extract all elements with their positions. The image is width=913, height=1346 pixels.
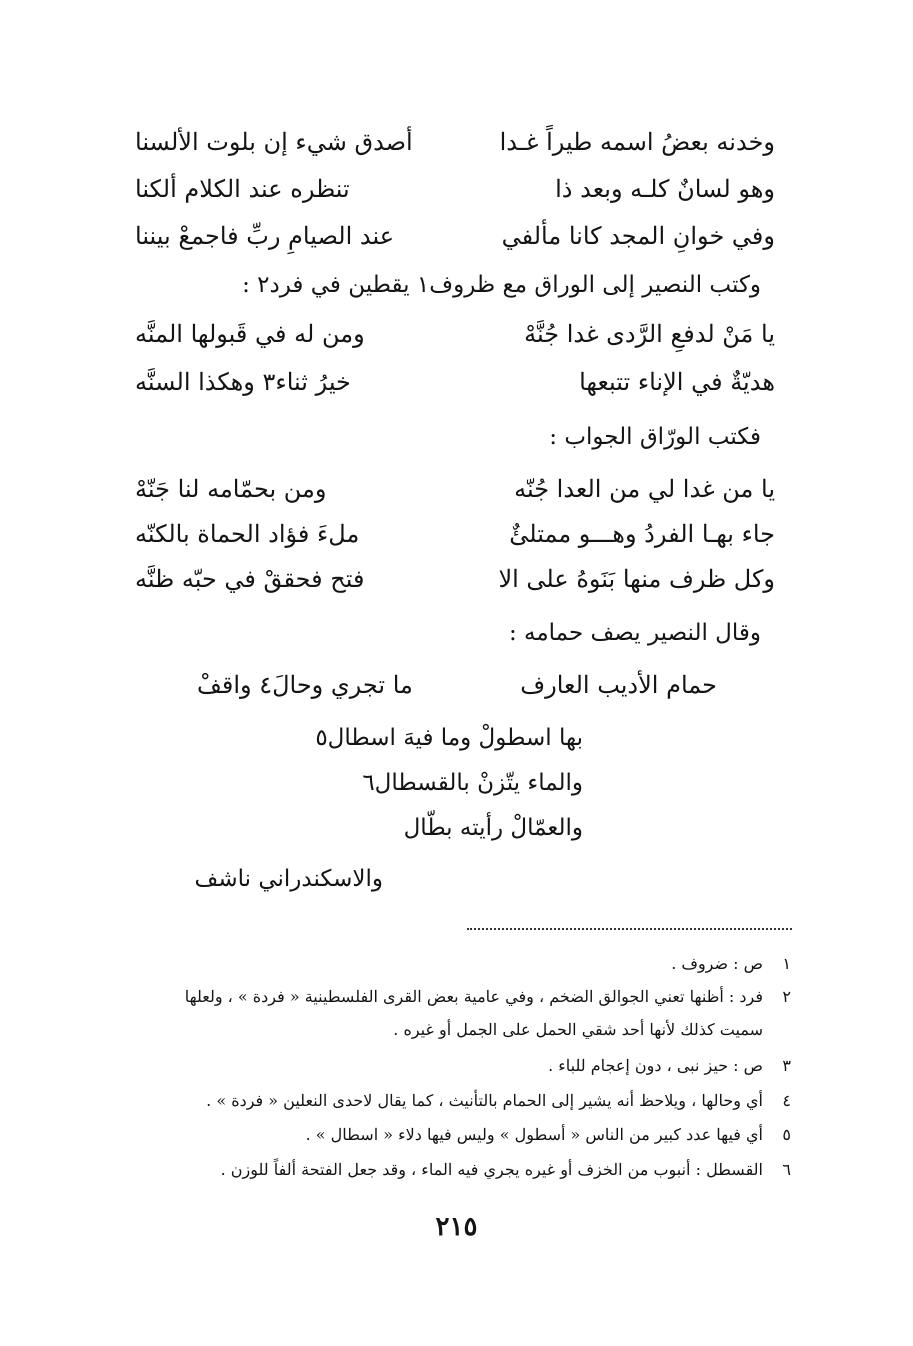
hemistich-left: تنظره عند الكلام ألكنا bbox=[135, 175, 350, 203]
hemistich-left: أصدق شيء إن بلوت الألسنا bbox=[135, 128, 413, 156]
hemistich-right: يا مَنْ لدفعِ الرَّدى غدا جُنَّهْ bbox=[524, 320, 775, 348]
hemistich-right: جاء بهـا الفردُ وهـــو ممتلئٌ bbox=[509, 520, 775, 548]
footnote-2-continued bbox=[393, 1022, 791, 1038]
footnote-4 bbox=[206, 1093, 791, 1109]
poem4-verse-1 bbox=[197, 673, 717, 697]
footnote-number: ١ bbox=[782, 954, 791, 973]
footnote-number: ٤ bbox=[782, 1091, 791, 1110]
poem3-verse-1 bbox=[135, 477, 775, 501]
footnote-6 bbox=[221, 1162, 791, 1178]
hemistich-left: ومن بحمّامه لنا جَنّهْ bbox=[135, 475, 327, 503]
hemistich-right: وهو لسانٌ كلـه وبعد ذا bbox=[555, 175, 775, 203]
hemistich-left: ومن له في قَبولها المنَّه bbox=[135, 320, 365, 348]
footnote-3 bbox=[548, 1058, 791, 1074]
poem1-verse-3 bbox=[135, 224, 775, 248]
footnote-number: ٦ bbox=[782, 1160, 791, 1179]
hemistich-left: خيرُ ثناء٣ وهكذا السنَّه bbox=[135, 368, 351, 396]
footnote-text: ص : حيز نبى ، دون إعجام للباء . bbox=[548, 1056, 763, 1075]
intro-nasir-bath: وقال النصير يصف حمامه : bbox=[508, 620, 761, 646]
poem3-verse-3 bbox=[135, 567, 775, 591]
footnote-separator bbox=[467, 928, 792, 930]
footnote-text: سميت كذلك لأنها أحد شقي الحمل على الجمل أو غيره . bbox=[393, 1020, 763, 1039]
hemistich-left: عند الصيامِ ربِّ فاجمعْ بيننا bbox=[135, 222, 395, 250]
footnote-number: ٣ bbox=[782, 1056, 791, 1075]
footnote-number: ٢ bbox=[782, 987, 791, 1006]
hemistich-right: وفي خوانِ المجد كانا مألفي bbox=[501, 222, 775, 250]
footnote-2 bbox=[185, 989, 791, 1005]
hemistich-left: ملءَ فؤاد الحماة بالكنّه bbox=[135, 520, 360, 548]
hemistich-right: وخدنه بعضُ اسمه طيراً غـدا bbox=[499, 128, 775, 156]
hemistich-right: يا من غدا لي من العدا جُنّه bbox=[514, 475, 775, 503]
poem3-verse-2 bbox=[135, 522, 775, 546]
poem1-verse-2 bbox=[135, 177, 775, 201]
intro-warraq-reply: فكتب الورّاق الجواب : bbox=[549, 424, 761, 450]
footnote-text: القسطل : أنبوب من الخزف أو غيره يجري فيه الماء ، وقد جعل الفتحة ألفاً للوزن . bbox=[220, 1160, 763, 1179]
page-number: ٢١٥ bbox=[435, 1212, 478, 1242]
hemistich-left: ما تجري وحالَ٤ واقفْ bbox=[197, 671, 413, 699]
poem2-verse-2 bbox=[135, 370, 775, 394]
footnote-text: أي وحالها ، ويلاحظ أنه يشير إلى الحمام بالتأنيث ، كما يقال لاحدى النعلين « فردة » . bbox=[206, 1091, 763, 1110]
hemistich-right: حمام الأديب العارف bbox=[520, 671, 717, 699]
poem4-line-5: والاسكندراني ناشف bbox=[194, 866, 383, 892]
poem4-line-4: والعمّالْ رأيته بطّال bbox=[403, 815, 583, 841]
poem4-line-3: والماء يتّزنْ بالقسطال٦ bbox=[362, 770, 583, 796]
poem2-verse-1 bbox=[135, 322, 775, 346]
poem1-verse-1 bbox=[135, 130, 775, 154]
footnote-text: فرد : أظنها تعني الجوالق الضخم ، وفي عامية بعض القرى الفلسطينية « فردة » ، ولعلها bbox=[184, 987, 763, 1006]
footnote-text: ص : ضروف . bbox=[671, 954, 763, 973]
hemistich-left: فتح فحققْ في حبّه ظنَّه bbox=[135, 565, 365, 593]
footnote-1 bbox=[671, 956, 791, 972]
intro-nasir-to-warraq: وكتب النصير إلى الوراق مع ظروف١ يقطين في فرد٢ : bbox=[242, 272, 761, 298]
hemistich-right: هديّةٌ في الإناء تتبعها bbox=[579, 368, 775, 396]
footnote-number: ٥ bbox=[782, 1125, 791, 1144]
footnote-text: أي فيها عدد كبير من الناس « أسطول » وليس فيها دلاء « اسطال » . bbox=[305, 1125, 763, 1144]
hemistich-right: وكل ظرف منها بَنَوهُ على الا bbox=[498, 565, 775, 593]
poem4-line-2: بها اسطولْ وما فيهَ اسطال٥ bbox=[315, 725, 583, 751]
footnote-5 bbox=[306, 1127, 791, 1143]
